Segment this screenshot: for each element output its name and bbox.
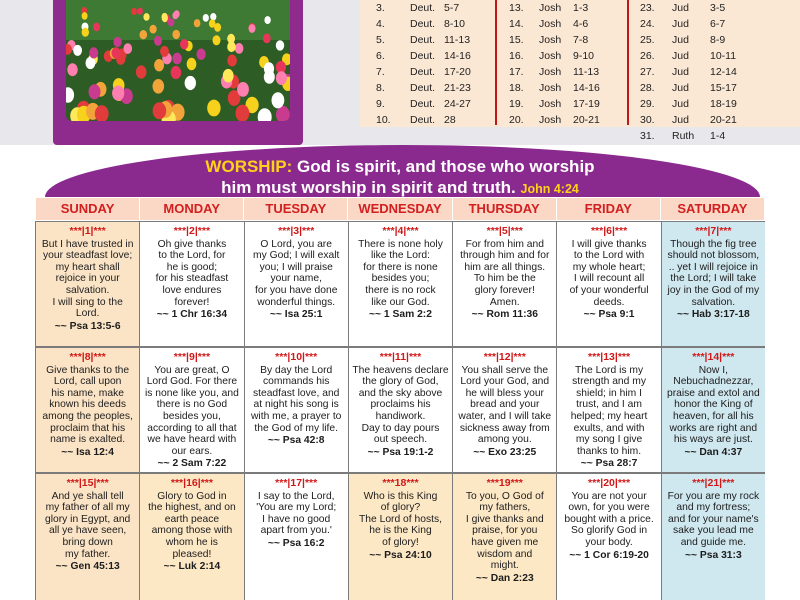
- reading-day-number: 24.: [640, 18, 655, 30]
- reading-day-number: 18.: [509, 82, 524, 94]
- calendar-day-cell: [140, 348, 243, 472]
- verse-text: For from him and through him and for him are all things. To him be the glory forever! Amen.: [460, 238, 550, 308]
- tulip-flower: [276, 71, 287, 85]
- reading-row: [372, 32, 492, 48]
- weekday-header: [36, 198, 764, 220]
- verse-text: You are great, O Lord God. For there is none like you, and there is no God besides you, according to all that we have heard with our ears.: [144, 364, 239, 457]
- reading-chapters: 11-13: [444, 34, 471, 46]
- reading-day-number: 5.: [376, 34, 385, 46]
- calendar-day-cell: [36, 348, 139, 472]
- verse-reference: ~~ Psa 28:7: [580, 458, 638, 470]
- reading-chapters: 20-21: [710, 114, 737, 126]
- calendar-day-cell: [453, 474, 556, 600]
- calendar-day-cell: [36, 222, 139, 346]
- day-saturday: SATURDAY: [661, 198, 764, 220]
- verse-reference: ~~ Dan 2:23: [475, 572, 534, 584]
- reading-book: Josh: [539, 82, 562, 94]
- tulip-flower: [112, 86, 124, 101]
- verse-reference: ~~ Rom 11:36: [471, 309, 538, 321]
- verse-text: You are not your own, for you were bought with a price. So glorify God in your body.: [564, 490, 654, 548]
- day-number: ***|21|***: [692, 477, 735, 489]
- tulip-flower: [160, 46, 169, 57]
- reading-book: Josh: [539, 2, 562, 14]
- reading-chapters: 24-27: [444, 98, 471, 110]
- reading-book: Jud: [672, 114, 689, 126]
- reading-day-number: 15.: [509, 34, 524, 46]
- verse-text: Glory to God in the highest, and on earth peace among those with whom he is pleased!: [148, 490, 236, 560]
- tulip-flower: [171, 66, 182, 79]
- verse-reference: ~~ Isa 25:1: [269, 309, 323, 321]
- reading-row: [372, 64, 492, 80]
- verse-text: I will give thanks to the Lord with my whole heart; I will recount all of your wonderful deeds.: [569, 238, 649, 308]
- tulip-flower: [150, 25, 157, 34]
- reading-day-number: 25.: [640, 34, 655, 46]
- tulip-flower: [187, 58, 197, 70]
- reading-day-number: 26.: [640, 50, 655, 62]
- reading-chapters: 8-9: [710, 34, 726, 46]
- tulip-flower: [263, 34, 271, 44]
- reading-chapters: 1-4: [710, 130, 726, 142]
- reading-day-number: 4.: [376, 18, 385, 30]
- reading-day-number: 30.: [640, 114, 655, 126]
- reading-book: Jud: [672, 2, 689, 14]
- reading-row: [505, 64, 625, 80]
- tulip-flower: [172, 30, 180, 39]
- calendar-grid: [35, 221, 765, 600]
- day-friday: FRIDAY: [557, 198, 661, 220]
- day-number: ***|10|***: [275, 351, 318, 363]
- calendar-day-cell: [557, 348, 660, 472]
- tulip-flower: [213, 35, 221, 45]
- day-number: ***|1|***: [69, 225, 106, 237]
- tulip-flower: [73, 45, 82, 56]
- reading-day-number: 19.: [509, 98, 524, 110]
- calendar-day-cell: [245, 348, 348, 472]
- reading-day-number: 31.: [640, 130, 655, 142]
- banner-text-2: him must worship in spirit and truth.: [221, 178, 516, 197]
- reading-day-number: 10.: [376, 114, 391, 126]
- reading-row: [636, 48, 746, 64]
- verse-text: The heavens declare the glory of God, and the sky above proclaims his handiwork. Day to day pours out speech.: [352, 364, 449, 446]
- calendar-day-cell: [557, 474, 660, 600]
- verse-reference: ~~ 1 Chr 16:34: [156, 309, 228, 321]
- reading-column-2: [505, 0, 625, 128]
- reading-row: [636, 96, 746, 112]
- verse-reference: ~~ Gen 45:13: [55, 561, 120, 573]
- tulip-flower: [237, 82, 249, 97]
- reading-chapters: 11-13: [573, 66, 600, 78]
- tulip-flower: [89, 47, 98, 58]
- tulip-photo-image: [66, 0, 290, 121]
- reading-row: [636, 80, 746, 96]
- reading-chapters: 17-19: [573, 98, 600, 110]
- reading-book: Deut.: [410, 114, 436, 126]
- reading-book: Jud: [672, 82, 689, 94]
- reading-plan-table: [360, 0, 800, 142]
- reading-day-number: 23.: [640, 2, 655, 14]
- tulip-flower: [194, 19, 201, 27]
- tulip-flower: [197, 49, 206, 60]
- banner-heading: WORSHIP:: [205, 157, 293, 176]
- reading-day-number: 20.: [509, 114, 524, 126]
- tulip-flower: [180, 39, 188, 49]
- day-number: ***18***: [382, 477, 419, 489]
- verse-reference: ~~ Psa 16:2: [267, 537, 325, 549]
- tulip-flower: [89, 84, 101, 99]
- reading-book: Deut.: [410, 34, 436, 46]
- day-number: ***|7|***: [695, 225, 732, 237]
- tulip-flower: [214, 23, 221, 32]
- banner-line-2: [0, 178, 800, 198]
- reading-day-number: 29.: [640, 98, 655, 110]
- day-number: ***|5|***: [486, 225, 523, 237]
- tulip-flower: [114, 37, 122, 47]
- tulip-flower: [137, 8, 143, 15]
- reading-column-3: [636, 0, 746, 144]
- tulip-flower: [227, 55, 237, 67]
- calendar-day-cell: [349, 474, 452, 600]
- tulip-flower: [168, 18, 175, 26]
- verse-reference: ~~ Psa 42:8: [267, 435, 325, 447]
- day-number: ***|11|***: [379, 351, 422, 363]
- day-number: ***19***: [486, 477, 523, 489]
- reading-book: Deut.: [410, 2, 436, 14]
- reading-book: Ruth: [672, 130, 695, 142]
- reading-row: [372, 0, 492, 16]
- verse-text: But I have trusted in your steadfast love; my heart shall rejoice in your salvation. I will sing to the Lord.: [41, 238, 134, 320]
- verse-text: Oh give thanks to the Lord, for he is good; for his steadfast love endures forever!: [155, 238, 229, 308]
- reading-row: [636, 112, 746, 128]
- day-wednesday: WEDNESDAY: [348, 198, 452, 220]
- reading-chapters: 17-20: [444, 66, 471, 78]
- calendar-day-cell: [36, 474, 139, 600]
- tulip-flower: [203, 14, 209, 22]
- verse-text: To you, O God of my fathers, I give thanks and praise, for you have given me wisdom and might.: [465, 490, 544, 572]
- tulip-flower: [153, 79, 165, 94]
- tulip-flower: [162, 13, 168, 21]
- day-tuesday: TUESDAY: [244, 198, 348, 220]
- reading-row: [505, 112, 625, 128]
- calendar-day-cell: [245, 222, 348, 346]
- reading-book: Josh: [539, 98, 562, 110]
- reading-row: [372, 112, 492, 128]
- tulip-flower: [223, 69, 234, 83]
- verse-reference: ~~ Psa 31:3: [685, 549, 742, 561]
- verse-reference: ~~ 1 Sam 2:2: [369, 309, 432, 321]
- verse-reference: ~~ Exo 23:25: [473, 446, 537, 458]
- reading-chapters: 8-10: [444, 18, 466, 30]
- reading-day-number: 28.: [640, 82, 655, 94]
- reading-row: [372, 80, 492, 96]
- verse-text: Now I, Nebuchadnezzar, praise and extol and honor the King of heaven, for all his works are right and his ways are just.: [666, 364, 760, 446]
- tulip-flower: [172, 53, 181, 65]
- day-sunday: SUNDAY: [36, 198, 140, 220]
- tulip-flower: [154, 59, 164, 71]
- reading-row: [372, 96, 492, 112]
- verse-text: For you are my rock and my fortress; and for your name's sake you lead me and guide me.: [667, 490, 760, 548]
- reading-chapters: 3-5: [710, 2, 726, 14]
- tulip-flower: [82, 12, 88, 20]
- tulip-flower: [153, 102, 167, 119]
- tulip-flower: [140, 30, 148, 39]
- reading-row: [505, 0, 625, 16]
- reading-day-number: 14.: [509, 18, 524, 30]
- day-number: ***|14|***: [692, 351, 735, 363]
- tulip-flower: [276, 40, 284, 50]
- tulip-flower: [82, 28, 89, 37]
- verse-reference: ~~ Luk 2:14: [163, 561, 221, 573]
- tulip-flower: [236, 105, 250, 121]
- tulip-flower: [272, 92, 285, 108]
- reading-book: Josh: [539, 114, 562, 126]
- reading-row: [505, 96, 625, 112]
- verse-text: Who is this King of glory? The Lord of hosts, he is the King of glory!: [358, 490, 442, 548]
- reading-row: [636, 32, 746, 48]
- reading-chapters: 28: [444, 114, 456, 126]
- reading-day-number: 9.: [376, 98, 385, 110]
- day-number: ***|6|***: [590, 225, 628, 237]
- reading-chapters: 14-16: [444, 50, 471, 62]
- tulip-flower: [124, 43, 133, 54]
- calendar-day-cell: [662, 348, 765, 472]
- reading-row: [372, 16, 492, 32]
- reading-book: Jud: [672, 18, 689, 30]
- reading-book: Jud: [672, 34, 689, 46]
- calendar-day-cell: [662, 474, 765, 600]
- reading-row: [372, 48, 492, 64]
- tulip-flower: [143, 13, 149, 21]
- verse-reference: ~~ Hab 3:17-18: [676, 309, 750, 321]
- column-divider: [495, 0, 497, 125]
- calendar-day-cell: [140, 222, 243, 346]
- verse-text: And ye shall tell my father of all my glory in Egypt, and all ye have seen, bring down my father.: [44, 490, 131, 560]
- tulip-flower: [210, 13, 216, 21]
- reading-book: Josh: [539, 50, 562, 62]
- tulip-flower: [154, 36, 162, 46]
- reading-chapters: 1-3: [573, 2, 589, 14]
- verse-reference: ~~ Psa 9:1: [583, 309, 635, 321]
- verse-reference: ~~ Psa 13:5-6: [54, 320, 121, 332]
- reading-row: [636, 128, 746, 144]
- reading-chapters: 6-7: [710, 18, 726, 30]
- reading-chapters: 12-14: [710, 66, 737, 78]
- reading-book: Deut.: [410, 50, 436, 62]
- day-number: ***|4|***: [382, 225, 419, 237]
- banner-reference: John 4:24: [520, 182, 579, 196]
- tulip-flower: [172, 12, 178, 20]
- day-monday: MONDAY: [140, 198, 244, 220]
- day-number: ***|8|***: [69, 351, 106, 363]
- banner-text-1: God is spirit, and those who worship: [292, 157, 595, 176]
- calendar-day-cell: [662, 222, 765, 346]
- reading-day-number: 8.: [376, 82, 385, 94]
- reading-chapters: 4-6: [573, 18, 589, 30]
- tulip-flower: [264, 16, 270, 24]
- reading-row: [636, 0, 746, 16]
- day-number: ***|20|***: [588, 477, 631, 489]
- verse-text: Though the fig tree should not blossom, .. yet I will rejoice in the Lord; I will take joy in the God of my salvation.: [667, 238, 760, 308]
- tulip-flower: [207, 100, 220, 117]
- reading-chapters: 20-21: [573, 114, 600, 126]
- tulip-flower: [264, 70, 275, 84]
- reading-book: Jud: [672, 66, 689, 78]
- verse-reference: ~~ Isa 12:4: [61, 446, 114, 458]
- calendar-day-cell: [557, 222, 660, 346]
- reading-chapters: 10-11: [710, 50, 737, 62]
- day-number: ***|13|***: [588, 351, 631, 363]
- reading-book: Josh: [539, 34, 562, 46]
- photo-frame: [53, 0, 303, 145]
- reading-book: Deut.: [410, 66, 436, 78]
- tulip-field-photo: [66, 0, 290, 121]
- reading-day-number: 3.: [376, 2, 385, 14]
- day-number: ***|16|***: [170, 477, 213, 489]
- reading-book: Jud: [672, 50, 689, 62]
- calendar-day-cell: [453, 348, 556, 472]
- calendar-day-cell: [453, 222, 556, 346]
- column-divider: [627, 0, 629, 125]
- reading-row: [636, 16, 746, 32]
- reading-day-number: 17.: [509, 66, 524, 78]
- day-number: ***|15|***: [66, 477, 109, 489]
- banner-line-1: [0, 157, 800, 177]
- reading-chapters: 14-16: [573, 82, 600, 94]
- tulip-flower: [227, 42, 236, 53]
- reading-chapters: 15-17: [710, 82, 737, 94]
- tulip-flower: [131, 8, 137, 15]
- reading-column-1: [372, 0, 492, 128]
- calendar-day-cell: [349, 348, 452, 472]
- reading-book: Josh: [539, 18, 562, 30]
- day-thursday: THURSDAY: [453, 198, 557, 220]
- day-number: ***|2|***: [173, 225, 211, 237]
- tulip-flower: [86, 57, 96, 69]
- reading-day-number: 27.: [640, 66, 655, 78]
- reading-row: [505, 32, 625, 48]
- tulip-flower: [235, 43, 244, 54]
- calendar-day-cell: [140, 474, 243, 600]
- tulip-flower: [67, 63, 77, 76]
- verse-text: You shall serve the Lord your God, and he will bless your bread and your water, and I will take sickness away from among you.: [458, 364, 552, 446]
- verse-text: By day the Lord commands his steadfast love, and at night his song is with me, a prayer to the God of my life.: [250, 364, 342, 434]
- reading-day-number: 6.: [376, 50, 385, 62]
- reading-book: Deut.: [410, 18, 436, 30]
- verse-text: I say to the Lord, 'You are my Lord; I have no good apart from you.': [256, 490, 337, 537]
- calendar-day-cell: [349, 222, 452, 346]
- verse-reference: ~~ 2 Sam 7:22: [157, 458, 227, 470]
- reading-row: [505, 16, 625, 32]
- verse-reference: ~~ Psa 24:10: [369, 549, 432, 561]
- reading-row: [505, 48, 625, 64]
- day-number: ***|3|***: [278, 225, 315, 237]
- tulip-flower: [93, 23, 100, 32]
- reading-book: Jud: [672, 98, 689, 110]
- reading-chapters: 7-8: [573, 34, 589, 46]
- reading-day-number: 7.: [376, 66, 385, 78]
- tulip-flower: [112, 47, 121, 58]
- day-number: ***|17|***: [275, 477, 318, 489]
- reading-chapters: 5-7: [444, 2, 460, 14]
- reading-day-number: 13.: [509, 2, 524, 14]
- tulip-flower: [185, 76, 196, 90]
- reading-book: Josh: [539, 66, 562, 78]
- reading-day-number: 16.: [509, 50, 524, 62]
- day-number: ***|12|***: [483, 351, 526, 363]
- verse-text: The Lord is my strength and my shield; in him I trust, and I am helped; my heart exults, and with my song I give thanks to him.: [570, 364, 648, 457]
- calendar-day-cell: [245, 474, 348, 600]
- reading-chapters: 21-23: [444, 82, 471, 94]
- reading-row: [636, 64, 746, 80]
- verse-text: There is none holy like the Lord: for there is none besides you; there is no rock like our God.: [358, 238, 443, 308]
- verse-reference: ~~ 1 Cor 6:19-20: [569, 549, 649, 561]
- reading-row: [505, 80, 625, 96]
- verse-reference: ~~ Dan 4:37: [684, 446, 743, 458]
- tulip-flower: [136, 65, 147, 78]
- reading-chapters: 18-19: [710, 98, 737, 110]
- reading-book: Deut.: [410, 98, 436, 110]
- reading-chapters: 9-10: [573, 50, 595, 62]
- reading-book: Deut.: [410, 82, 436, 94]
- verse-text: O Lord, you are my God; I will exalt you; I will praise your name, for you have done wonderful things.: [253, 238, 340, 308]
- verse-text: Give thanks to the Lord, call upon his name, make known his deeds among the peoples, proclaim that his name is exalted.: [42, 364, 133, 446]
- day-number: ***|9|***: [173, 351, 211, 363]
- tulip-flower: [249, 24, 256, 33]
- verse-reference: ~~ Psa 19:1-2: [367, 446, 434, 458]
